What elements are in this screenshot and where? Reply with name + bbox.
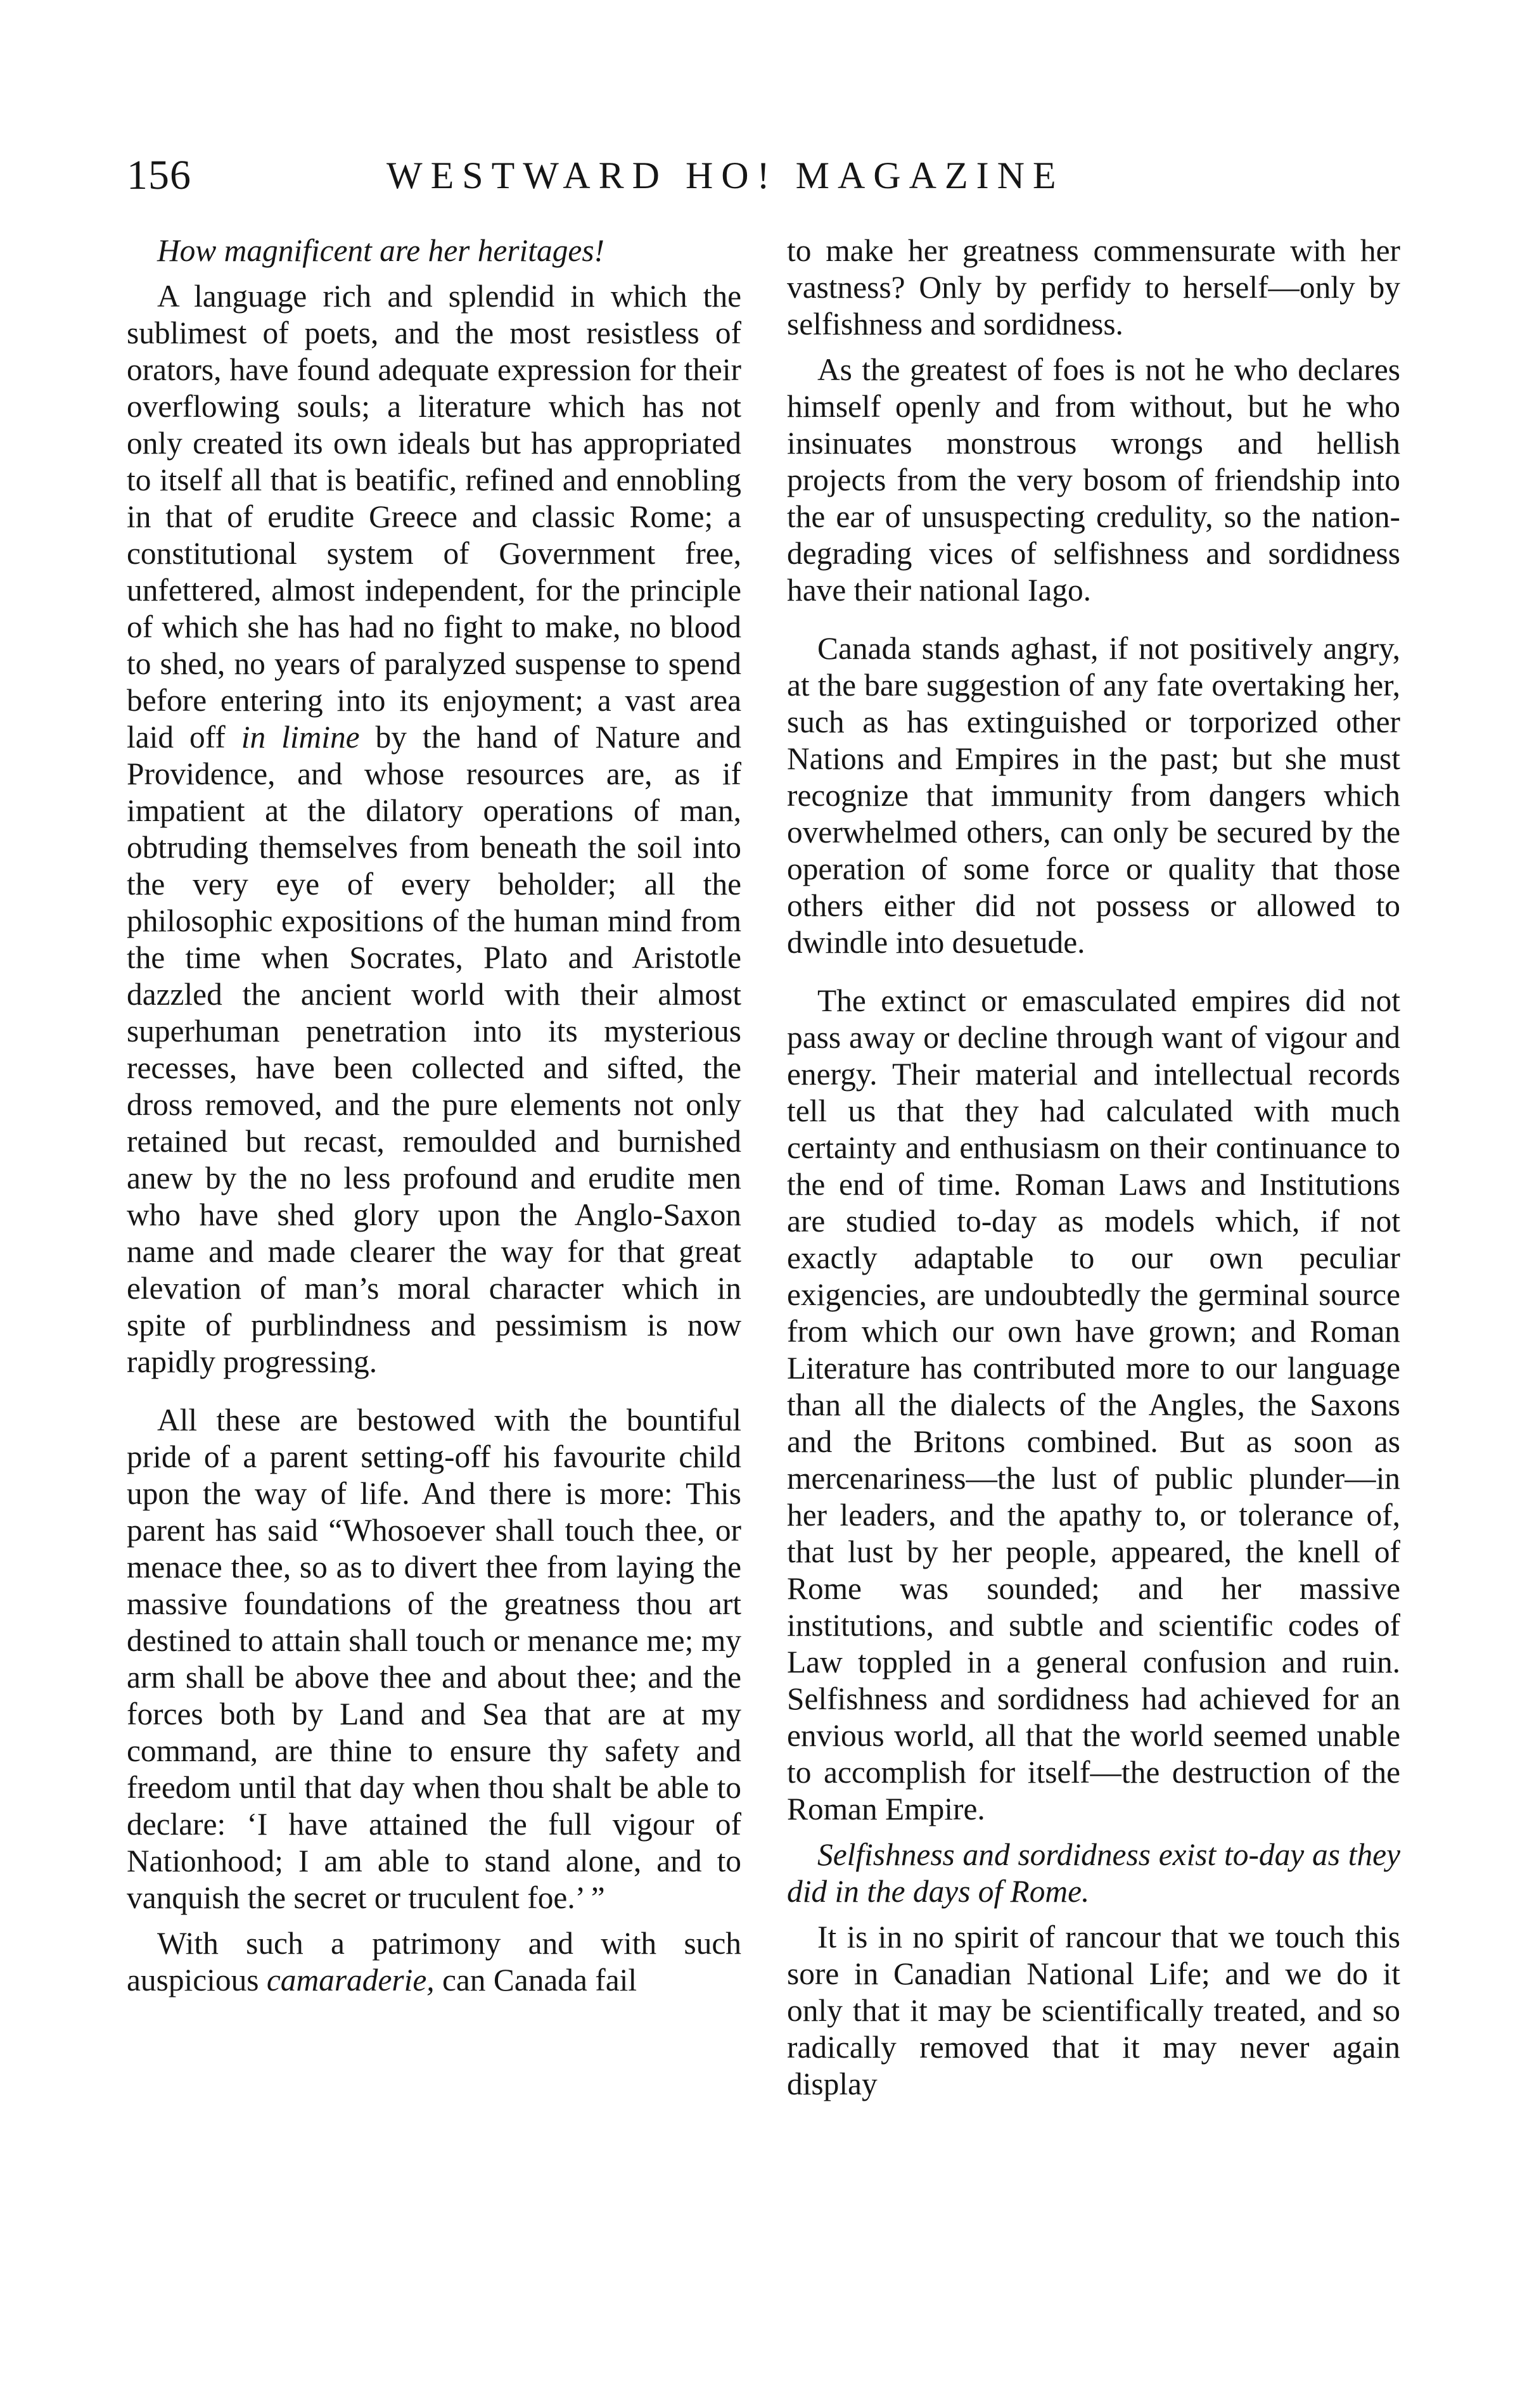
paragraph-text: by the hand of Nature and Providence, and whose resources are, as if impatient at the dilatory operations of man, obtruding themselves from beneath the soil into the very eye of every beholder; all the philosophic expositions of the human mind from the time when Socrates, Plato and Aristotle dazzled the ancient world with their almost superhuman penetration into its mysterious recesses, have been collected and sifted, the dross removed, and the pure elements not only retained but recast, remoulded and burnished anew by the no less profound and erudite men who have shed glory upon the Anglo-Saxon name and made clearer the way for that great elevation of man’s moral character which in spite of purblindness and pessimism is now rapidly progressing. — [127, 720, 741, 1379]
paragraph: The extinct or emasculated empires did not pass away or decline through want of vigour and energy. Their material and intellectual records tell us that they had calculated with much certainty and enthusiasm on their continuance to the end of time. Roman Laws and Institutions are studied to-day as models which, if not exactly adaptable to our own peculiar exigencies, are undoubtedly the germinal source from which our own have grown; and Roman Literature has contributed more to our language than all the dialects of the Angles, the Saxons and the Britons combined. But as soon as mercenariness—the lust of public plunder—in her leaders, and the apathy to, or tolerance of, that lust by her people, appeared, the knell of Rome was sounded; and her massive institutions, and subtle and scientific codes of Law toppled in a general confusion and ruin. Selfishness and sordidness had achieved for an envious world, all that the world seemed unable to accomplish for itself—the destruction of the Roman Empire. — [787, 983, 1400, 1826]
latin-phrase: in limine — [241, 720, 360, 755]
paragraph-text: can Canada fail — [434, 1963, 637, 1997]
paragraph: Canada stands aghast, if not positively angry, at the bare suggestion of any fate overtaking her, such as has extinguished or torporized other Nations and Empires in the past; but she must recognize that immunity from dangers which overwhelmed others, can only be secured by the operation of some force or quality that those others either did not possess or allowed to dwindle into desuetude. — [787, 631, 1400, 960]
page-number: 156 — [127, 152, 191, 198]
french-phrase: camaraderie, — [266, 1963, 435, 1997]
left-column — [127, 233, 741, 2011]
paragraph: All these are bestowed with the bountiful pride of a parent setting-off his favourite child upon the way of life. And there is more: This parent has said “Whosoever shall touch thee, or menace thee, so as to divert thee from laying the massive foundations of the greatness thou art destined to attain shall touch or menance me; my arm shall be above thee and about thee; and the forces both by Land and Sea that are at my command, are thine to ensure thy safety and freedom until that day when thou shalt be able to declare: ‘I have attained the full vigour of Nationhood; I am able to stand alone, and to vanquish the secret or truculent foe.’ ” — [127, 1403, 741, 1915]
paragraph: As the greatest of foes is not he who declares himself openly and from without, but he who insinuates monstrous wrongs and hellish projects from the very bosom of friendship into the ear of unsuspecting credulity, so the nation-degrading vices of selfishness and sordidness have their national Iago. — [787, 352, 1400, 608]
paragraph: to make her greatness commensurate with her vastness? Only by perfidy to herself—only by selfishness and sordidness. — [787, 233, 1400, 341]
right-column — [787, 233, 1400, 2115]
paragraph — [127, 1925, 741, 1999]
paragraph: It is in no spirit of rancour that we touch this sore in Canadian National Life; and we do it only that it may be scientifically treated, and so radically removed that it may never again display — [787, 1920, 1400, 2101]
paragraph: How magnificent are her heritages! — [157, 233, 604, 268]
paragraph-text: With such a patrimony and with such auspicious — [127, 1926, 741, 1997]
page-header — [127, 147, 1204, 204]
paragraph-text: A language rich and splendid in which the sublimest of poets, and the most resistless of orators, have found adequate expression for their overflowing souls; a literature which has not only created its own ideals but has appropriated to itself all that is beatific, refined and ennobling in that of erudite Greece and classic Rome; a constitutional system of Government free, unfettered, almost independent, for the principle of which she has had no fight to make, no blood to shed, no years of paralyzed suspense to spend before entering into its enjoyment; a vast area laid off — [127, 279, 741, 755]
paragraph: Selfishness and sordidness exist to-day as they did in the days of Rome. — [787, 1837, 1400, 1909]
paragraph — [127, 278, 741, 1380]
running-title: WESTWARD HO! MAGAZINE — [387, 155, 1064, 196]
